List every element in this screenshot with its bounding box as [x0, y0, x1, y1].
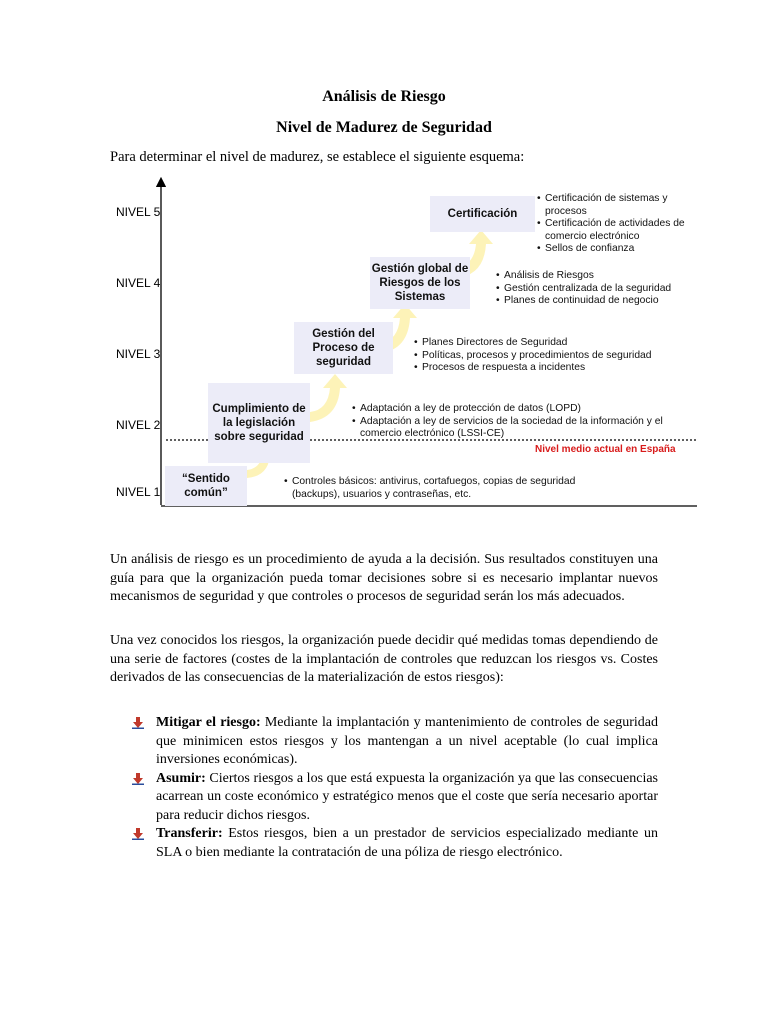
paragraph-analysis: Un análisis de riesgo es un procedimiento de ayuda a la decisión. Sus resultados constituyen una guía para que la organización pueda tomar decisiones sobre si es necesario implantar nuevos mecanismos de seguridad y que controles o procesos de seguridad serán los más adecuados. [110, 552, 658, 604]
stage-4-item: • Planes de continuidad de negocio [496, 295, 736, 308]
option-term: Mitigar el riesgo: [156, 715, 261, 730]
stage-5-item: • Sellos de confianza [537, 243, 702, 256]
arrow-bullet-icon [132, 828, 144, 840]
stage-2-box: Cumplimiento de la legislación sobre seguridad [208, 383, 310, 463]
arrow-bullet-icon [132, 773, 144, 785]
option-term: Transferir: [156, 826, 223, 841]
stage-3-item: • Planes Directores de Seguridad [414, 337, 704, 350]
level-5-label: NIVEL 5 [116, 205, 161, 219]
stage-5-item: • Certificación de sistemas y procesos [537, 193, 702, 218]
stage-4-box: Gestión global de Riesgos de los Sistemas [370, 257, 470, 309]
paragraph-decision: Una vez conocidos los riesgos, la organización puede decidir qué medidas tomas dependiendo de una serie de factores (costes de la implantación de controles que reduzcan los riesgos vs. Costes derivados de las consecuencias de la materialización de estos riesgos): [110, 633, 658, 685]
stage-4-item: • Gestión centralizada de la seguridad [496, 283, 736, 296]
page-title: Análisis de Riesgo [322, 88, 446, 105]
option-text: Estos riesgos, bien a un prestador de servicios especializado mediante un SLA o bien mediante la contratación de una póliza de riesgo electrónico. [156, 826, 658, 860]
option-asumir [110, 770, 658, 826]
stage-3-item: • Políticas, procesos y procedimientos de seguridad [414, 350, 704, 363]
option-term: Asumir: [156, 770, 206, 786]
stage-4-item: • Análisis de Riesgos [496, 270, 736, 283]
stage-3-item: • Procesos de respuesta a incidentes [414, 362, 704, 375]
option-text: Ciertos riesgos a los que está expuesta la organización ya que las consecuencias acarrean un coste económico y estratégico menos que el coste que sería necesario aportar para reducir dichos riesgos. [156, 770, 658, 823]
stage-2-item: • Adaptación a ley de protección de datos (LOPD) [352, 403, 697, 416]
option-text: Mediante la implantación y mantenimiento de controles de seguridad que minimicen estos riesgos y los mantengan a un nivel aceptable (lo cual implica inversiones económicas). [156, 715, 658, 767]
stage-5-box: Certificación [430, 196, 535, 232]
level-4-label: NIVEL 4 [116, 276, 161, 290]
page-subtitle: Nivel de Madurez de Seguridad [276, 119, 492, 136]
arrow-2-3 [310, 374, 347, 422]
stage-1-items [284, 476, 624, 501]
level-3-label: NIVEL 3 [116, 347, 161, 361]
level-2-label: NIVEL 2 [116, 418, 161, 432]
stage-3-items [414, 337, 704, 375]
arrow-bullet-icon [132, 717, 144, 729]
intro-text: Para determinar el nivel de madurez, se establece el siguiente esquema: [110, 149, 525, 165]
options-list [110, 714, 658, 862]
stage-4-items [496, 270, 736, 308]
stage-5-items [537, 193, 702, 256]
stage-1-item: • Controles básicos: antivirus, cortafuegos, copias de seguridad (backups), usuarios y contraseñas, etc. [284, 476, 624, 501]
baseline-label: Nivel medio actual en España [535, 444, 676, 455]
stage-2-item: • Adaptación a ley de servicios de la sociedad de la información y el comercio electrónico (LSSI-CE) [352, 416, 697, 441]
level-1-label: NIVEL 1 [116, 485, 161, 499]
option-mitigar [110, 714, 658, 770]
stage-5-item: • Certificación de actividades de comercio electrónico [537, 218, 702, 243]
option-transferir [110, 825, 658, 862]
stage-1-box: “Sentido común” [165, 466, 247, 506]
stage-3-box: Gestión del Proceso de seguridad [294, 322, 393, 374]
stage-2-items [352, 403, 697, 441]
